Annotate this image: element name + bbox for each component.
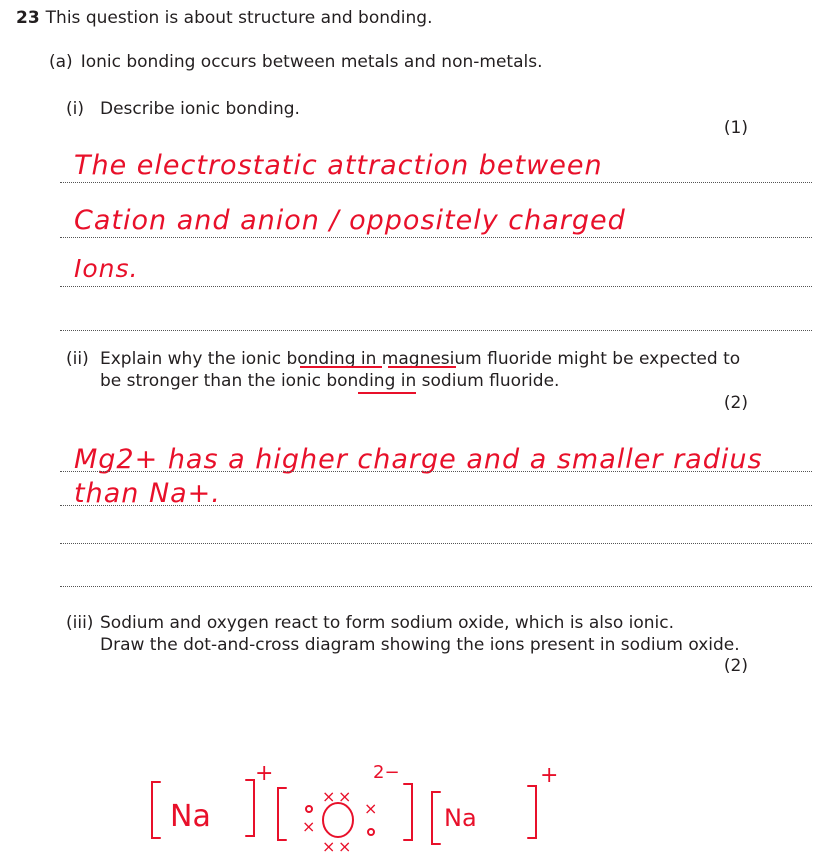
left-bracket-open [152, 782, 160, 838]
electron-cross: × [364, 799, 378, 818]
electron-dot-glyph: ∘ [0, 740, 1, 741]
electron-cross: × [322, 837, 336, 856]
part-i-text: Describe ionic bonding. [100, 99, 300, 119]
answer-line[interactable] [60, 182, 812, 183]
oxide-bracket-close [404, 784, 412, 840]
part-ii-text-1: Explain why the ionic bonding in magnesium fluoride might be expected to [100, 349, 741, 369]
answer-line[interactable] [60, 237, 812, 238]
part-iii-text-2: Draw the dot-and-cross diagram showing the ions present in sodium oxide. [100, 635, 740, 655]
electron-cross: × [322, 787, 336, 806]
underline-magnesium [300, 366, 382, 368]
oxygen-circle [323, 803, 353, 837]
right-bracket-close [528, 786, 536, 838]
dot-and-cross-diagram [0, 740, 820, 860]
question-stem-text: This question is about structure and bonding. [45, 8, 433, 28]
electron-cross: × [338, 837, 352, 856]
part-a-text: Ionic bonding occurs between metals and non-metals. [80, 52, 543, 72]
electron-dot [306, 806, 312, 812]
part-i-label: (i) [66, 99, 84, 119]
part-i-answer-line-3: Ions. [74, 254, 139, 283]
electron-cross: × [338, 787, 352, 806]
part-a-label: (a) [49, 52, 73, 72]
part-ii-answer-line-2: than Na+. [74, 478, 221, 509]
answer-line[interactable] [60, 471, 812, 472]
left-ion-symbol: Na [170, 799, 211, 834]
part-i-marks: (1) [723, 118, 748, 138]
part-ii-answer-line-1: Mg2+ has a higher charge and a smaller radius [74, 444, 763, 475]
part-iii-text-1: Sodium and oxygen react to form sodium oxide, which is also ionic. [100, 613, 674, 633]
left-bracket-close [246, 780, 254, 836]
answer-line[interactable] [60, 543, 812, 544]
part-ii-marks: (2) [723, 393, 748, 413]
oxide-bracket-open [278, 788, 286, 840]
answer-line[interactable] [60, 286, 812, 287]
question-stem [16, 8, 433, 28]
part-iii-marks: (2) [723, 656, 748, 676]
part-i-answer-line-1: The electrostatic attraction between [74, 150, 603, 181]
part-ii-text-2: be stronger than the ionic bonding in sodium fluoride. [100, 371, 560, 391]
part-iii-label: (iii) [66, 613, 94, 633]
answer-line[interactable] [60, 586, 812, 587]
oxide-charge: 2− [373, 762, 400, 783]
oxygen-symbol: O [325, 826, 326, 827]
right-ion-charge: + [540, 763, 559, 788]
part-ii-label: (ii) [66, 349, 89, 369]
right-bracket-open [432, 792, 440, 844]
part-i-prompt [66, 98, 300, 120]
electron-dot [368, 829, 374, 835]
question-number: 23 [16, 8, 40, 28]
right-ion-symbol: Na [444, 804, 477, 832]
part-i-answer-line-2: Cation and anion / oppositely charged [74, 205, 626, 236]
part-a [49, 52, 542, 72]
underline-fluoride [388, 366, 456, 368]
answer-line[interactable] [60, 505, 812, 506]
answer-line[interactable] [60, 330, 812, 331]
underline-sodium [358, 392, 416, 394]
electron-cross: × [302, 817, 316, 836]
part-iii-prompt [66, 612, 674, 634]
left-ion-charge: + [255, 761, 274, 786]
